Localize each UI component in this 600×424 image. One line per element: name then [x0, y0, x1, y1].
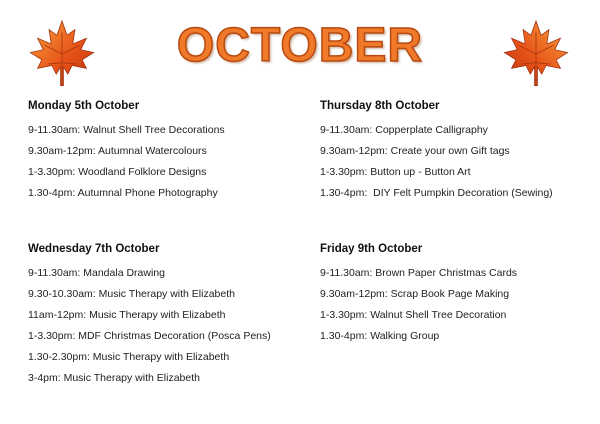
- list-item: 1-3.30pm: MDF Christmas Decoration (Posca Pens): [28, 330, 271, 342]
- list-item: 9-11.30am: Copperplate Calligraphy: [320, 124, 488, 136]
- session-list: [320, 123, 590, 200]
- list-item: 1.30-4pm: Walking Group: [320, 330, 440, 342]
- list-item: 1-3.30pm: Woodland Folklore Designs: [28, 166, 207, 178]
- list-item: 1-3.30pm: Button up - Button Art: [320, 166, 471, 178]
- list-item: 9.30am-12pm: Scrap Book Page Making: [320, 288, 510, 300]
- day-heading: Friday 9th October: [320, 243, 423, 255]
- page-title: OCTOBER: [176, 19, 424, 72]
- session-list: [28, 266, 298, 385]
- day-thursday: [320, 99, 590, 207]
- list-item: 9-11.30am: Mandala Drawing: [28, 267, 165, 279]
- list-item: 9-11.30am: Brown Paper Christmas Cards: [320, 267, 518, 279]
- list-item: 9.30am-12pm: Create your own Gift tags: [320, 145, 510, 157]
- list-item: 1.30-2.30pm: Music Therapy with Elizabeth: [28, 351, 230, 363]
- list-item: 1.30-4pm: DIY Felt Pumpkin Decoration (Sewing): [320, 187, 553, 199]
- list-item: 1.30-4pm: Autumnal Phone Photography: [28, 187, 218, 199]
- session-list: [320, 266, 590, 343]
- list-item: 9-11.30am: Walnut Shell Tree Decorations: [28, 124, 225, 136]
- day-monday: [28, 99, 298, 207]
- list-item: 9.30-10.30am: Music Therapy with Elizabeth: [28, 288, 235, 300]
- day-friday: [320, 242, 590, 350]
- list-item: 3-4pm: Music Therapy with Elizabeth: [28, 372, 200, 384]
- day-wednesday: [28, 242, 298, 392]
- list-item: 1-3.30pm: Walnut Shell Tree Decoration: [320, 309, 507, 321]
- day-heading: Wednesday 7th October: [28, 243, 160, 255]
- day-heading: Thursday 8th October: [320, 100, 440, 112]
- day-heading: Monday 5th October: [28, 100, 140, 112]
- session-list: [28, 123, 298, 200]
- list-item: 9.30am-12pm: Autumnal Watercolours: [28, 145, 207, 157]
- list-item: 11am-12pm: Music Therapy with Elizabeth: [28, 309, 226, 321]
- maple-leaf-icon: [500, 18, 572, 90]
